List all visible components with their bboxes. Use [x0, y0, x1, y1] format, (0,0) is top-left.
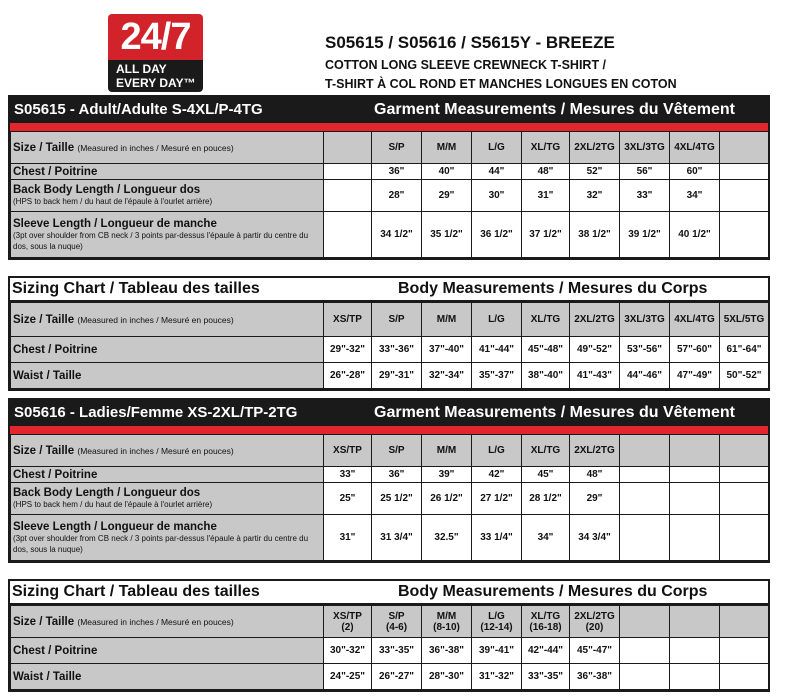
size-header-cell — [670, 435, 720, 467]
row-label: Sleeve Length / Longueur de manche — [13, 520, 217, 533]
product-title: S05615 / S05616 / S5615Y - BREEZE — [325, 33, 615, 52]
measurement-table — [10, 605, 769, 690]
table-row — [11, 363, 769, 389]
row-label: Sleeve Length / Longueur de manche — [13, 217, 217, 230]
size-header-cell — [324, 435, 372, 467]
value-cell: 34" — [522, 515, 570, 561]
size-header-cell — [522, 606, 570, 638]
value-cell: 36 1/2" — [472, 212, 522, 258]
value-cell: 57"-60" — [670, 337, 720, 363]
value-cell — [620, 483, 670, 515]
size-header-cell — [472, 606, 522, 638]
size-code: 4XL/4TG — [674, 142, 715, 153]
value-cell: 60" — [670, 164, 720, 180]
size-code: L/G — [488, 445, 505, 456]
size-code: XL/TG — [530, 445, 561, 456]
row-label-cell — [11, 212, 324, 258]
value-cell — [720, 638, 769, 664]
value-cell — [670, 664, 720, 690]
size-header-cell — [324, 132, 372, 164]
size-label: Size / Taille — [13, 444, 75, 457]
value-cell: 48" — [522, 164, 570, 180]
size-header-cell — [620, 132, 670, 164]
size-label-cell — [11, 606, 324, 638]
value-cell: 45"-48" — [522, 337, 570, 363]
value-cell: 31"-32" — [472, 664, 522, 690]
row-label-cell — [11, 180, 324, 212]
size-youth-code: (4-6) — [385, 621, 408, 633]
value-cell: 41"-44" — [472, 337, 522, 363]
section-adult-garment — [8, 95, 770, 260]
size-label-cell — [11, 303, 324, 337]
row-note: (3pt over shoulder from CB neck / 3 points par-dessus l'épaule à partir du centre du dos, sous la nuque) — [13, 230, 309, 251]
value-cell: 29" — [422, 180, 472, 212]
section-subtitle: Garment Measurements / Mesures du Vêtement — [374, 101, 736, 118]
value-cell: 35"-37" — [472, 363, 522, 389]
size-row — [11, 606, 769, 638]
size-label-cell — [11, 435, 324, 467]
value-cell — [324, 164, 372, 180]
row-label-cell — [11, 337, 324, 363]
size-code: 2XL/2TG — [574, 142, 615, 153]
logo-tagline — [108, 60, 203, 92]
value-cell: 38"-40" — [522, 363, 570, 389]
value-cell: 41"-43" — [570, 363, 620, 389]
size-code: L/G — [488, 610, 505, 622]
size-code: XL/TG — [530, 610, 561, 622]
value-cell: 36"-38" — [570, 664, 620, 690]
measurement-table — [10, 131, 769, 258]
section-subtitle: Garment Measurements / Mesures du Vêtement — [374, 404, 736, 421]
value-cell: 29"-32" — [324, 337, 372, 363]
table-row — [11, 515, 769, 561]
size-code: 5XL/5TG — [723, 314, 765, 325]
value-cell: 34 1/2" — [372, 212, 422, 258]
row-label: Chest / Poitrine — [13, 343, 98, 356]
table-row — [11, 212, 769, 258]
size-header-cell — [620, 435, 670, 467]
value-cell: 56" — [620, 164, 670, 180]
row-label-cell — [11, 515, 324, 561]
size-youth-code: (2) — [341, 621, 354, 633]
size-header-cell — [670, 303, 720, 337]
size-code: L/G — [488, 314, 505, 325]
value-cell: 25" — [324, 483, 372, 515]
value-cell — [620, 664, 670, 690]
value-cell: 40" — [422, 164, 472, 180]
row-label-cell — [11, 467, 324, 483]
value-cell: 32"-34" — [422, 363, 472, 389]
value-cell — [720, 664, 769, 690]
size-code: M/M — [436, 445, 457, 456]
value-cell: 45"-47" — [570, 638, 620, 664]
value-cell — [720, 467, 769, 483]
value-cell: 36"-38" — [422, 638, 472, 664]
value-cell: 31" — [522, 180, 570, 212]
section-title: S05615 - Adult/Adulte S-4XL/P-4TG — [14, 101, 263, 118]
size-header-cell — [522, 132, 570, 164]
section-header — [10, 97, 768, 123]
size-label-cell — [11, 132, 324, 164]
size-note: (Measured in inches / Mesuré en pouces) — [77, 616, 234, 627]
section-subtitle: Body Measurements / Mesures du Corps — [398, 583, 708, 600]
table-row — [11, 638, 769, 664]
size-header-cell — [472, 303, 522, 337]
value-cell: 39 1/2" — [620, 212, 670, 258]
size-code: XL/TG — [530, 142, 561, 153]
size-youth-code: (12-14) — [480, 621, 513, 633]
size-row — [11, 435, 769, 467]
row-label-cell — [11, 164, 324, 180]
size-code: S/P — [388, 445, 405, 456]
size-code: XL/TG — [530, 314, 561, 325]
value-cell: 31" — [324, 515, 372, 561]
value-cell — [720, 515, 769, 561]
size-header-cell — [570, 435, 620, 467]
value-cell — [670, 483, 720, 515]
value-cell — [670, 638, 720, 664]
size-header-cell — [372, 132, 422, 164]
value-cell: 37 1/2" — [522, 212, 570, 258]
row-label: Chest / Poitrine — [13, 468, 98, 481]
size-code: L/G — [488, 142, 505, 153]
size-header-cell — [422, 303, 472, 337]
section-title: Sizing Chart / Tableau des tailles — [12, 280, 260, 297]
size-code: S/P — [388, 142, 405, 153]
value-cell: 36" — [372, 164, 422, 180]
value-cell — [720, 212, 769, 258]
value-cell: 39" — [422, 467, 472, 483]
value-cell — [620, 467, 670, 483]
value-cell — [620, 638, 670, 664]
size-header-cell — [422, 132, 472, 164]
size-code: XS/TP — [333, 314, 362, 325]
size-header-cell — [324, 606, 372, 638]
section-header — [10, 581, 768, 605]
size-header-cell — [720, 132, 769, 164]
section-ladies-body — [8, 579, 770, 692]
value-cell: 26 1/2" — [422, 483, 472, 515]
value-cell: 27 1/2" — [472, 483, 522, 515]
value-cell: 48" — [570, 467, 620, 483]
value-cell: 33" — [324, 467, 372, 483]
size-header-cell — [570, 132, 620, 164]
section-header — [10, 278, 768, 302]
size-header-cell — [570, 303, 620, 337]
value-cell: 47"-49" — [670, 363, 720, 389]
row-label: Waist / Taille — [13, 670, 82, 683]
value-cell: 40 1/2" — [670, 212, 720, 258]
value-cell: 44"-46" — [620, 363, 670, 389]
size-code: S/P — [388, 314, 405, 325]
product-subtitle — [325, 56, 677, 94]
section-subtitle: Body Measurements / Mesures du Corps — [398, 280, 708, 297]
value-cell: 32" — [570, 180, 620, 212]
row-label: Waist / Taille — [13, 369, 82, 382]
value-cell: 61"-64" — [720, 337, 769, 363]
size-header-cell — [620, 303, 670, 337]
size-code: XS/TP — [333, 445, 362, 456]
row-label: Back Body Length / Longueur dos — [13, 487, 201, 499]
row-note: (HPS to back hem / du haut de l'épaule à l'ourlet arrière) — [13, 500, 213, 509]
size-header-cell — [720, 303, 769, 337]
table-row — [11, 664, 769, 690]
value-cell: 26"-28" — [324, 363, 372, 389]
size-header-cell — [472, 435, 522, 467]
row-label: Back Body Length / Longueur dos — [13, 184, 201, 196]
value-cell: 38 1/2" — [570, 212, 620, 258]
value-cell: 35 1/2" — [422, 212, 472, 258]
size-code: XS/TP — [333, 610, 362, 622]
value-cell: 33"-36" — [372, 337, 422, 363]
size-header-cell — [720, 435, 769, 467]
size-code: 2XL/2TG — [574, 445, 615, 456]
row-label: Chest / Poitrine — [13, 165, 98, 178]
size-header-cell — [670, 132, 720, 164]
value-cell — [720, 180, 769, 212]
value-cell: 28"-30" — [422, 664, 472, 690]
size-note: (Measured in inches / Mesuré en pouces) — [77, 142, 234, 153]
table-row — [11, 337, 769, 363]
size-code: S/P — [388, 610, 405, 622]
value-cell — [720, 483, 769, 515]
size-header-cell — [472, 132, 522, 164]
value-cell: 31 3/4" — [372, 515, 422, 561]
section-title: Sizing Chart / Tableau des tailles — [12, 583, 260, 600]
red-divider — [10, 123, 768, 131]
size-label: Size / Taille — [13, 313, 75, 326]
value-cell: 24"-25" — [324, 664, 372, 690]
size-header-cell — [522, 435, 570, 467]
size-header-cell — [372, 303, 422, 337]
row-note: (HPS to back hem / du haut de l'épaule à l'ourlet arrière) — [13, 197, 213, 206]
product-subtitle-fr: T-SHIRT À COL ROND ET MANCHES LONGUES EN COTON — [325, 77, 677, 91]
section-adult-body — [8, 276, 770, 391]
size-header-cell — [522, 303, 570, 337]
size-note: (Measured in inches / Mesuré en pouces) — [77, 314, 234, 325]
size-code: 3XL/3TG — [624, 142, 665, 153]
size-note: (Measured in inches / Mesuré en pouces) — [77, 445, 234, 456]
logo-247: 24/7 — [108, 14, 203, 60]
value-cell: 52" — [570, 164, 620, 180]
table-row — [11, 164, 769, 180]
value-cell: 29" — [570, 483, 620, 515]
value-cell: 37"-40" — [422, 337, 472, 363]
measurement-table — [10, 434, 769, 561]
row-label-cell — [11, 483, 324, 515]
value-cell: 33" — [620, 180, 670, 212]
value-cell: 39"-41" — [472, 638, 522, 664]
logo-line1: ALL DAY — [116, 62, 167, 76]
size-code: M/M — [436, 314, 457, 325]
size-code: 2XL/2TG — [574, 610, 615, 622]
size-youth-code: (20) — [585, 621, 604, 633]
value-cell: 28 1/2" — [522, 483, 570, 515]
value-cell: 30"-32" — [324, 638, 372, 664]
value-cell: 42"-44" — [522, 638, 570, 664]
row-label: Chest / Poitrine — [13, 644, 98, 657]
row-label-cell — [11, 363, 324, 389]
row-note: (3pt over shoulder from CB neck / 3 points par-dessus l'épaule à partir du centre du dos, sous la nuque) — [13, 533, 309, 554]
value-cell: 33 1/4" — [472, 515, 522, 561]
size-label: Size / Taille — [13, 615, 75, 628]
size-code: 2XL/2TG — [574, 314, 615, 325]
size-code: 3XL/3TG — [624, 314, 665, 325]
red-divider — [10, 426, 768, 434]
value-cell: 44" — [472, 164, 522, 180]
size-row — [11, 132, 769, 164]
product-subtitle-en: COTTON LONG SLEEVE CREWNECK T-SHIRT / — [325, 58, 607, 72]
value-cell: 34" — [670, 180, 720, 212]
size-code: M/M — [436, 142, 457, 153]
size-code: 4XL/4TG — [674, 314, 715, 325]
value-cell: 45" — [522, 467, 570, 483]
value-cell: 25 1/2" — [372, 483, 422, 515]
value-cell: 29"-31" — [372, 363, 422, 389]
value-cell — [324, 212, 372, 258]
value-cell: 26"-27" — [372, 664, 422, 690]
logo-line2: EVERY DAY™ — [116, 76, 196, 90]
brand-logo — [108, 14, 203, 92]
size-header-cell — [324, 303, 372, 337]
size-code: M/M — [436, 610, 457, 622]
size-header-cell — [670, 606, 720, 638]
value-cell: 53"-56" — [620, 337, 670, 363]
size-header-cell — [620, 606, 670, 638]
value-cell — [670, 467, 720, 483]
table-row — [11, 180, 769, 212]
value-cell: 32.5" — [422, 515, 472, 561]
size-row — [11, 303, 769, 337]
value-cell: 33"-35" — [522, 664, 570, 690]
size-header-cell — [720, 606, 769, 638]
size-header-cell — [372, 606, 422, 638]
size-label: Size / Taille — [13, 141, 75, 154]
section-ladies-garment — [8, 398, 770, 563]
value-cell: 28" — [372, 180, 422, 212]
value-cell: 42" — [472, 467, 522, 483]
value-cell: 34 3/4" — [570, 515, 620, 561]
row-label-cell — [11, 664, 324, 690]
value-cell — [670, 515, 720, 561]
value-cell: 36" — [372, 467, 422, 483]
row-label-cell — [11, 638, 324, 664]
size-header-cell — [422, 435, 472, 467]
section-title: S05616 - Ladies/Femme XS-2XL/TP-2TG — [14, 404, 298, 421]
size-header-cell — [372, 435, 422, 467]
value-cell: 30" — [472, 180, 522, 212]
size-header-cell — [570, 606, 620, 638]
value-cell: 33"-35" — [372, 638, 422, 664]
size-youth-code: (8-10) — [433, 621, 460, 633]
size-header-cell — [422, 606, 472, 638]
value-cell — [324, 180, 372, 212]
value-cell — [720, 164, 769, 180]
size-youth-code: (16-18) — [529, 621, 562, 633]
table-row — [11, 483, 769, 515]
table-row — [11, 467, 769, 483]
value-cell — [620, 515, 670, 561]
value-cell: 50"-52" — [720, 363, 769, 389]
measurement-table — [10, 302, 769, 389]
value-cell: 49"-52" — [570, 337, 620, 363]
section-header — [10, 400, 768, 426]
